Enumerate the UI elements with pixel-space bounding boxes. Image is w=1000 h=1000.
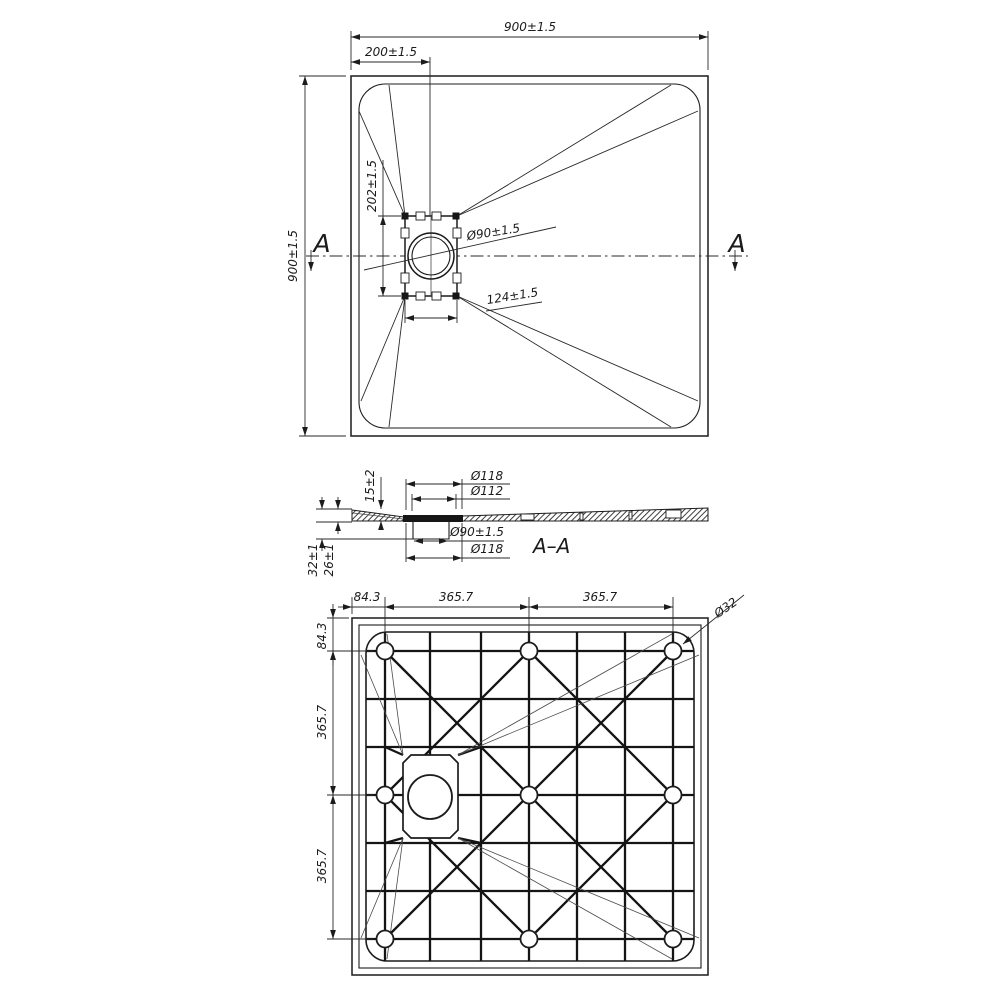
dim-dia-top-label: Ø118 [470, 469, 504, 483]
dim-height-edge-label: 26±1 [322, 543, 336, 577]
bottom-drain-opening [408, 775, 452, 819]
dim-dia-drain-label: Ø90±1.5 [450, 525, 504, 539]
section-marker-left-label: A [313, 229, 331, 258]
section-view [306, 469, 708, 576]
dim-overall-height-label: 900±1.5 [286, 229, 300, 283]
dim-flange-width-label: 124±1.5 [485, 285, 540, 308]
section-drain-spigot [413, 522, 449, 539]
dim-span-x2-label: 365.7 [582, 590, 618, 604]
dim-drain-offset-label: 200±1.5 [364, 45, 418, 59]
plan-drain-flange [401, 212, 461, 300]
dim-edge-y-label: 84.3 [315, 622, 329, 650]
dim-foot-diameter-label: Ø32 [711, 594, 740, 621]
dim-span-y2-label: 365.7 [315, 848, 329, 884]
section-body-left [352, 510, 404, 521]
dim-height-total-label: 32±1 [306, 543, 320, 577]
bottom-view [315, 590, 744, 975]
dim-dia-mid-label: Ø112 [470, 484, 504, 498]
dim-flange-height-label: 202±1.5 [365, 159, 379, 213]
dim-span-y1-label: 365.7 [315, 704, 329, 740]
section-drain-recess [403, 515, 463, 522]
dim-dia-bottom-label: Ø118 [470, 542, 504, 556]
plan-view [286, 20, 748, 436]
dim-recess-depth-label: 15±2 [363, 469, 377, 503]
dim-drain-diameter-label: Ø90±1.5 [465, 220, 522, 244]
section-title-label: A–A [533, 534, 571, 558]
dim-span-x1-label: 365.7 [438, 590, 474, 604]
dim-edge-x-label: 84.3 [353, 590, 381, 604]
dim-overall-width-label: 900±1.5 [503, 20, 557, 34]
section-marker-right-label: A [728, 229, 746, 258]
